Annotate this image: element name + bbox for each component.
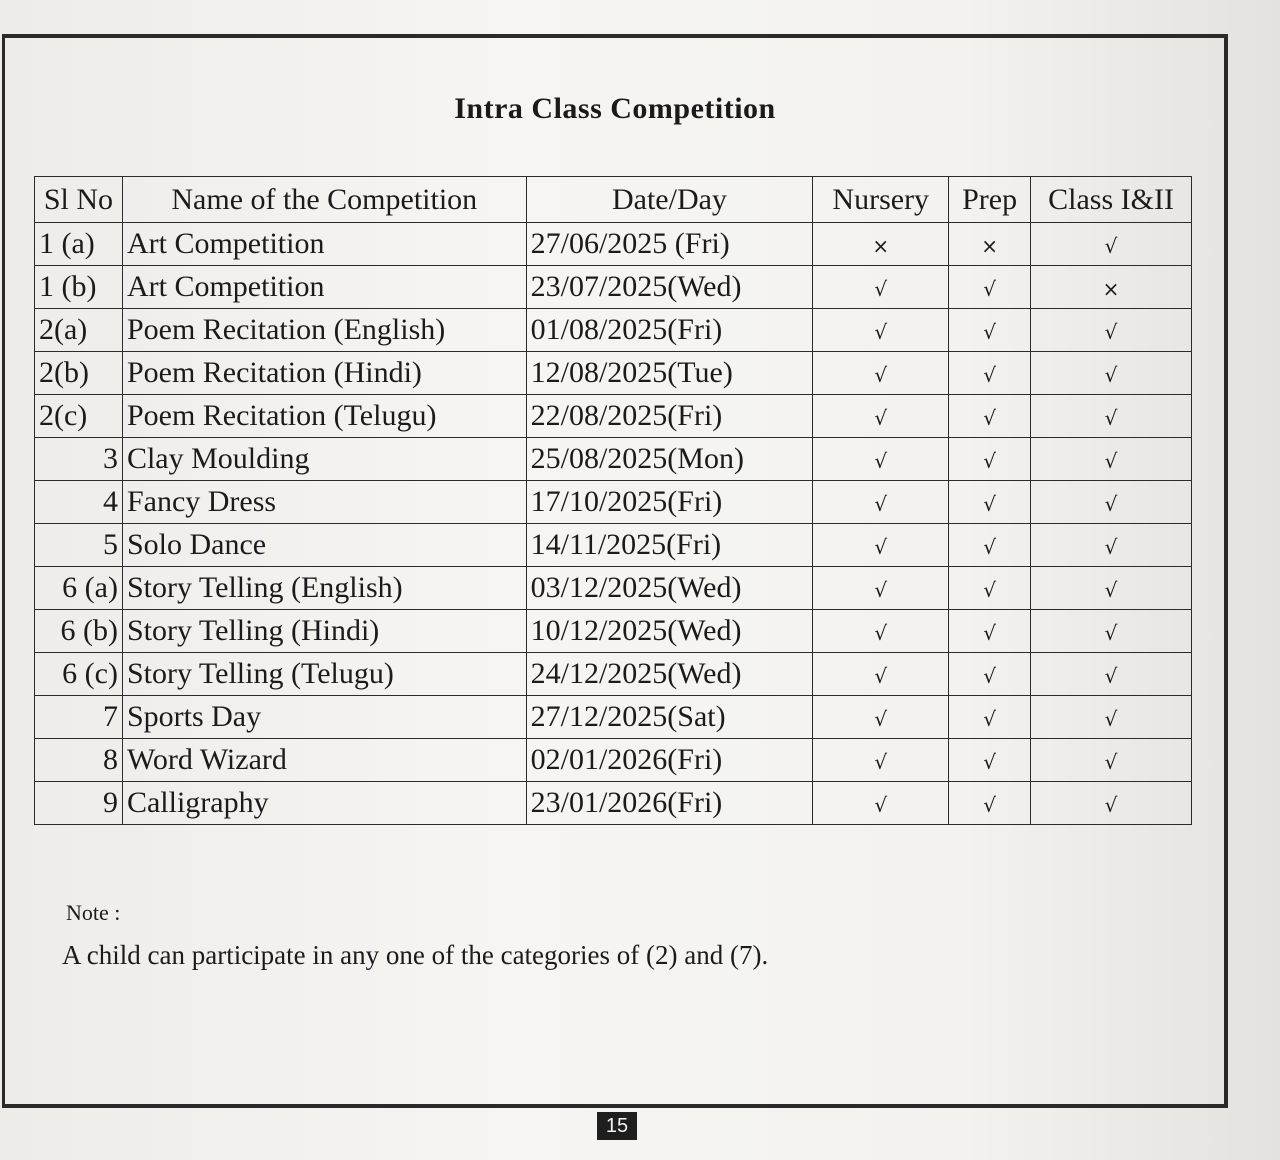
date-day-cell: 27/06/2025 (Fri)	[526, 223, 813, 266]
mark-glyph: √	[874, 578, 888, 602]
mark-glyph: √	[983, 750, 996, 774]
prep-mark-cell	[949, 567, 1031, 610]
note-label: Note :	[66, 900, 121, 925]
table-row	[35, 395, 1192, 438]
mark-glyph: √	[1104, 621, 1118, 645]
competition-name-cell: Art Competition	[122, 266, 526, 309]
competition-table	[34, 176, 1192, 825]
table-row	[35, 782, 1192, 825]
mark-glyph: √	[874, 535, 888, 559]
mark-glyph: √	[1104, 535, 1118, 559]
prep-mark-cell	[949, 309, 1031, 352]
mark-glyph: √	[1104, 449, 1118, 473]
mark-glyph: √	[1104, 578, 1118, 602]
sl-no-cell: 8	[35, 739, 123, 782]
note-text: A child can participate in any one of the categories of (2) and (7).	[62, 940, 769, 970]
nursery-mark-cell	[813, 352, 949, 395]
page-number: 15	[597, 1112, 637, 1140]
mark-glyph: √	[1104, 406, 1118, 430]
mark-glyph: √	[874, 449, 888, 473]
nursery-mark-cell	[813, 782, 949, 825]
competition-name-cell: Poem Recitation (Hindi)	[122, 352, 526, 395]
mark-glyph: √	[874, 492, 888, 516]
class-mark-cell	[1031, 309, 1192, 352]
page-title: Intra Class Competition	[454, 92, 776, 125]
table-row	[35, 567, 1192, 610]
mark-glyph: √	[874, 363, 888, 387]
date-day-cell: 01/08/2025(Fri)	[526, 309, 813, 352]
competition-name-cell: Poem Recitation (English)	[122, 309, 526, 352]
mark-glyph: √	[1104, 363, 1118, 387]
nursery-mark-cell	[813, 524, 949, 567]
sl-no-cell: 2(b)	[35, 352, 123, 395]
mark-glyph: ×	[872, 234, 890, 258]
mark-glyph: √	[983, 535, 996, 559]
class-mark-cell	[1031, 567, 1192, 610]
sl-no-cell: 4	[35, 481, 123, 524]
mark-glyph: √	[874, 320, 888, 344]
mark-glyph: √	[1104, 664, 1118, 688]
mark-glyph: √	[983, 664, 996, 688]
date-day-cell: 14/11/2025(Fri)	[526, 524, 813, 567]
mark-glyph: √	[1104, 234, 1118, 258]
competition-name-cell: Story Telling (Telugu)	[122, 653, 526, 696]
class-mark-cell	[1031, 696, 1192, 739]
prep-mark-cell	[949, 739, 1031, 782]
date-day-cell: 17/10/2025(Fri)	[526, 481, 813, 524]
competition-name-cell: Story Telling (Hindi)	[122, 610, 526, 653]
sl-no-cell: 6 (b)	[35, 610, 123, 653]
nursery-mark-cell	[813, 438, 949, 481]
table-row	[35, 481, 1192, 524]
class-mark-cell	[1031, 223, 1192, 266]
sl-no-cell: 6 (c)	[35, 653, 123, 696]
mark-glyph: √	[983, 492, 996, 516]
mark-glyph: ×	[981, 234, 998, 258]
nursery-mark-cell	[813, 481, 949, 524]
class-mark-cell	[1031, 352, 1192, 395]
class-mark-cell	[1031, 739, 1192, 782]
prep-mark-cell	[949, 223, 1031, 266]
mark-glyph: √	[1104, 707, 1118, 731]
mark-glyph: √	[1104, 320, 1118, 344]
prep-mark-cell	[949, 610, 1031, 653]
mark-glyph: √	[874, 793, 888, 817]
mark-glyph: √	[983, 707, 996, 731]
nursery-mark-cell	[813, 223, 949, 266]
competition-name-cell: Story Telling (English)	[122, 567, 526, 610]
class-mark-cell	[1031, 481, 1192, 524]
mark-glyph: √	[874, 707, 888, 731]
nursery-mark-cell	[813, 739, 949, 782]
class-mark-cell	[1031, 782, 1192, 825]
mark-glyph: √	[874, 277, 888, 301]
competition-name-cell: Calligraphy	[122, 782, 526, 825]
competition-name-cell: Fancy Dress	[122, 481, 526, 524]
competition-name-cell: Solo Dance	[122, 524, 526, 567]
sl-no-cell: 2(c)	[35, 395, 123, 438]
class-mark-cell	[1031, 266, 1192, 309]
class-mark-cell	[1031, 524, 1192, 567]
date-day-cell: 02/01/2026(Fri)	[526, 739, 813, 782]
nursery-mark-cell	[813, 653, 949, 696]
header-prep: Prep	[949, 177, 1031, 223]
nursery-mark-cell	[813, 266, 949, 309]
date-day-cell: 22/08/2025(Fri)	[526, 395, 813, 438]
nursery-mark-cell	[813, 696, 949, 739]
mark-glyph: √	[1104, 492, 1118, 516]
table-row	[35, 266, 1192, 309]
class-mark-cell	[1031, 610, 1192, 653]
date-day-cell: 25/08/2025(Mon)	[526, 438, 813, 481]
mark-glyph: √	[1104, 793, 1118, 817]
nursery-mark-cell	[813, 395, 949, 438]
mark-glyph: √	[874, 664, 888, 688]
table-row	[35, 352, 1192, 395]
mark-glyph: √	[983, 621, 996, 645]
class-mark-cell	[1031, 438, 1192, 481]
table-row	[35, 610, 1192, 653]
class-mark-cell	[1031, 395, 1192, 438]
sl-no-cell: 1 (b)	[35, 266, 123, 309]
sl-no-cell: 5	[35, 524, 123, 567]
table-row	[35, 524, 1192, 567]
mark-glyph: √	[983, 320, 996, 344]
date-day-cell: 12/08/2025(Tue)	[526, 352, 813, 395]
prep-mark-cell	[949, 481, 1031, 524]
sl-no-cell: 6 (a)	[35, 567, 123, 610]
competition-name-cell: Sports Day	[122, 696, 526, 739]
prep-mark-cell	[949, 438, 1031, 481]
competition-name-cell: Clay Moulding	[122, 438, 526, 481]
prep-mark-cell	[949, 696, 1031, 739]
nursery-mark-cell	[813, 309, 949, 352]
table-row	[35, 696, 1192, 739]
nursery-mark-cell	[813, 567, 949, 610]
table-header-row	[35, 177, 1192, 223]
prep-mark-cell	[949, 266, 1031, 309]
header-date-day: Date/Day	[526, 177, 813, 223]
sl-no-cell: 2(a)	[35, 309, 123, 352]
mark-glyph: √	[983, 363, 996, 387]
sl-no-cell: 9	[35, 782, 123, 825]
date-day-cell: 03/12/2025(Wed)	[526, 567, 813, 610]
mark-glyph: ×	[1102, 277, 1120, 301]
prep-mark-cell	[949, 352, 1031, 395]
prep-mark-cell	[949, 653, 1031, 696]
header-nursery: Nursery	[813, 177, 949, 223]
header-class-1-2: Class I&II	[1031, 177, 1192, 223]
table-row	[35, 653, 1192, 696]
prep-mark-cell	[949, 524, 1031, 567]
mark-glyph: √	[1104, 750, 1118, 774]
mark-glyph: √	[983, 578, 996, 602]
competition-name-cell: Poem Recitation (Telugu)	[122, 395, 526, 438]
date-day-cell: 27/12/2025(Sat)	[526, 696, 813, 739]
mark-glyph: √	[874, 406, 888, 430]
mark-glyph: √	[983, 277, 996, 301]
date-day-cell: 23/01/2026(Fri)	[526, 782, 813, 825]
mark-glyph: √	[874, 621, 888, 645]
header-competition-name: Name of the Competition	[122, 177, 526, 223]
competition-name-cell: Art Competition	[122, 223, 526, 266]
mark-glyph: √	[983, 449, 996, 473]
nursery-mark-cell	[813, 610, 949, 653]
sl-no-cell: 3	[35, 438, 123, 481]
mark-glyph: √	[983, 406, 996, 430]
table-row	[35, 438, 1192, 481]
table-row	[35, 309, 1192, 352]
class-mark-cell	[1031, 653, 1192, 696]
table-row	[35, 739, 1192, 782]
mark-glyph: √	[874, 750, 888, 774]
date-day-cell: 24/12/2025(Wed)	[526, 653, 813, 696]
prep-mark-cell	[949, 782, 1031, 825]
sl-no-cell: 7	[35, 696, 123, 739]
header-sl-no: Sl No	[35, 177, 123, 223]
mark-glyph: √	[983, 793, 996, 817]
date-day-cell: 23/07/2025(Wed)	[526, 266, 813, 309]
competition-name-cell: Word Wizard	[122, 739, 526, 782]
sl-no-cell: 1 (a)	[35, 223, 123, 266]
table-row	[35, 223, 1192, 266]
prep-mark-cell	[949, 395, 1031, 438]
date-day-cell: 10/12/2025(Wed)	[526, 610, 813, 653]
